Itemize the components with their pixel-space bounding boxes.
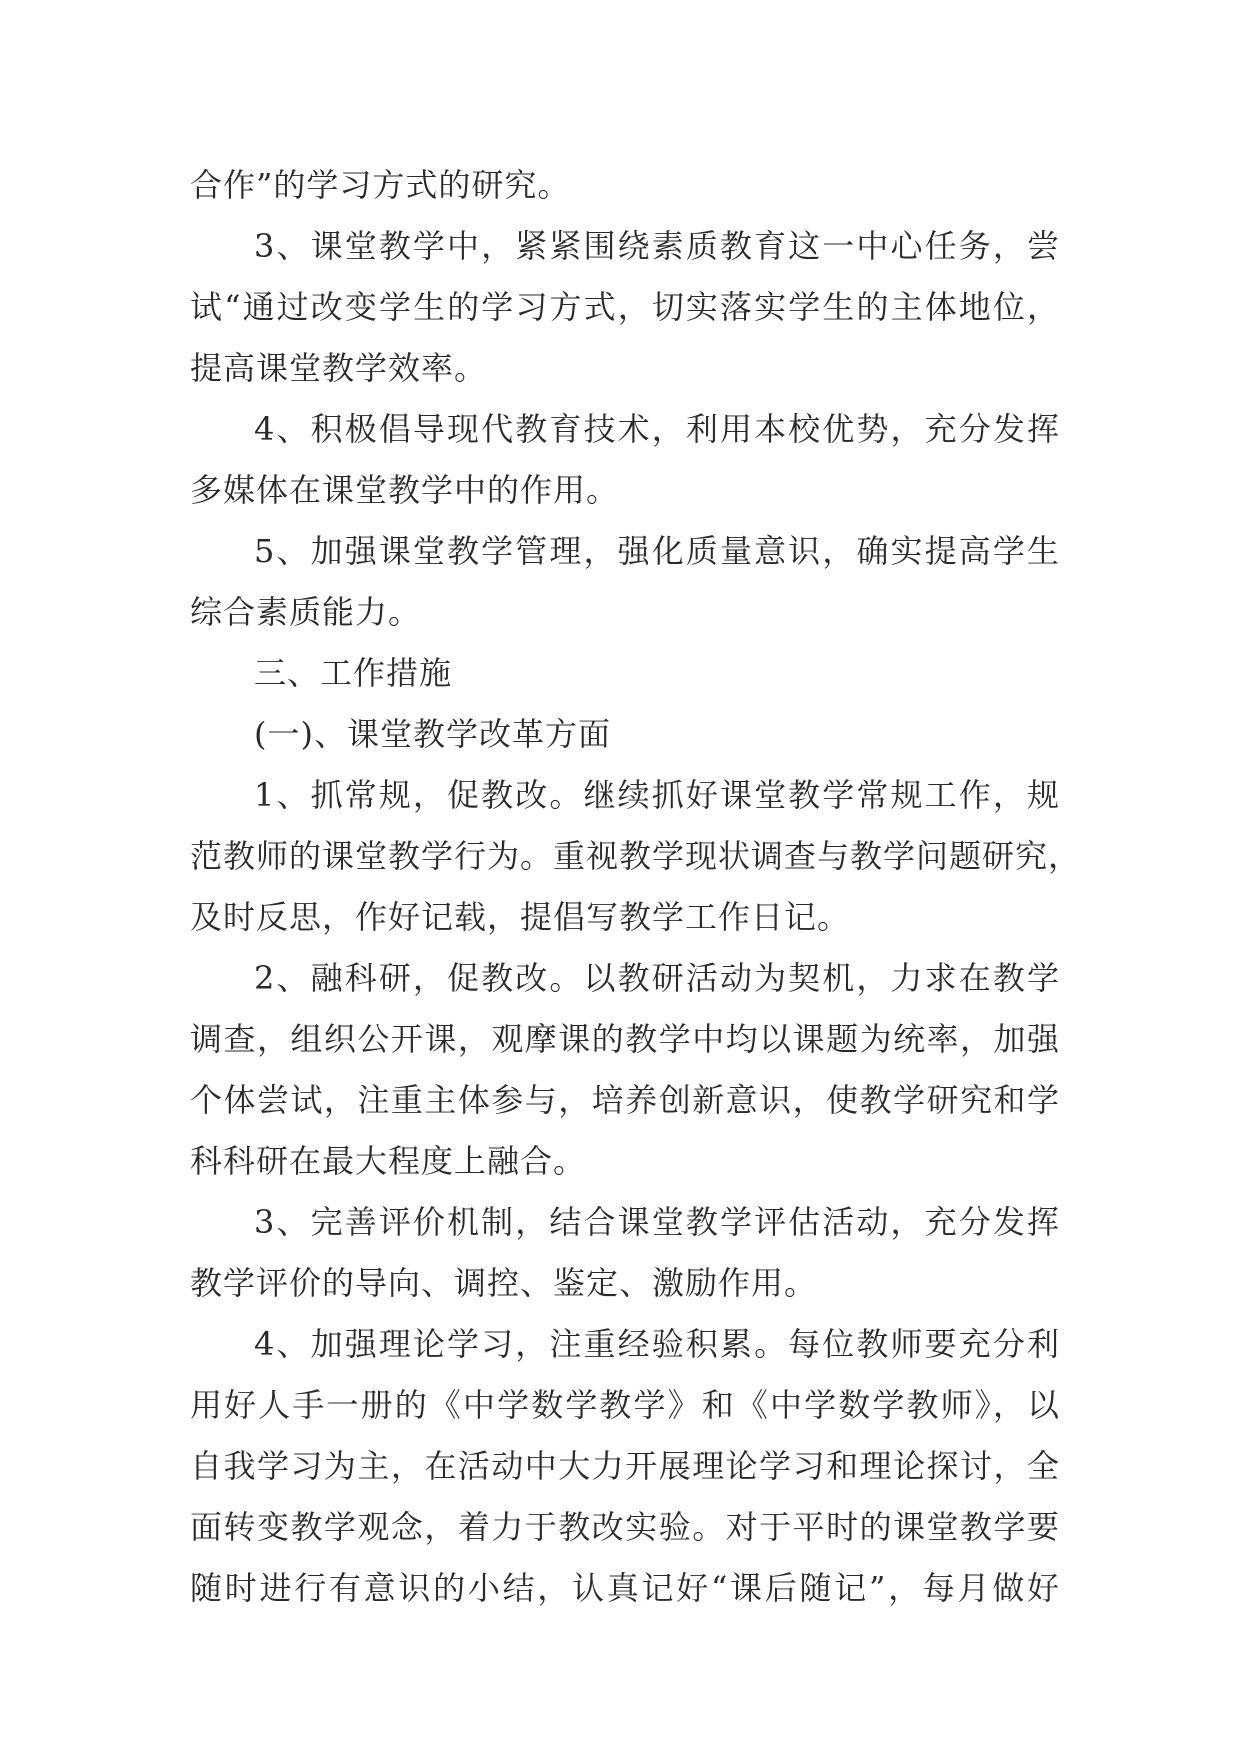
text-line: 综合素质能力。	[190, 593, 422, 631]
text-line: 用好人手一册的《中学数学教学》和《中学数学教师》，以	[190, 1386, 1060, 1424]
text-line: 4、加强理论学习，注重经验积累。每位教师要充分利	[254, 1325, 1060, 1363]
text-line: 自我学习为主，在活动中大力开展理论学习和理论探讨，全	[190, 1447, 1060, 1485]
text-line: 范教师的课堂教学行为。重视教学现状调查与教学问题研究，	[190, 837, 1082, 875]
text-line: 面转变教学观念，着力于教改实验。对于平时的课堂教学要	[190, 1508, 1060, 1546]
text-line: 5、加强课堂教学管理，强化质量意识，确实提高学生	[254, 532, 1060, 570]
text-line: 多媒体在课堂教学中的作用。	[190, 471, 620, 509]
text-line: 个体尝试，注重主体参与，培养创新意识，使教学研究和学	[190, 1081, 1060, 1119]
text-line: (一)、课堂教学改革方面	[254, 715, 611, 753]
text-line: 科科研在最大程度上融合。	[190, 1142, 587, 1180]
text-line: 4、积极倡导现代教育技术，利用本校优势，充分发挥	[254, 410, 1060, 448]
document-body	[190, 155, 1082, 1619]
text-line: 提高课堂教学效率。	[190, 349, 488, 387]
text-line: 3、课堂教学中，紧紧围绕素质教育这一中心任务，尝	[254, 227, 1060, 265]
text-line: 教学评价的导向、调控、鉴定、激励作用。	[190, 1264, 818, 1302]
text-line: 合作”的学习方式的研究。	[190, 166, 571, 204]
text-line: 1、抓常规，促教改。继续抓好课堂教学常规工作，规	[254, 776, 1060, 814]
text-line: 随时进行有意识的小结，认真记好“课后随记”，每月做好	[190, 1569, 1060, 1607]
text-line: 2、融科研，促教改。以教研活动为契机，力求在教学	[254, 959, 1060, 997]
text-line: 三、工作措施	[254, 654, 453, 692]
text-line: 试“通过改变学生的学习方式，切实落实学生的主体地位，	[190, 288, 1060, 326]
text-line: 3、完善评价机制，结合课堂教学评估活动，充分发挥	[254, 1203, 1060, 1241]
text-line: 及时反思，作好记载，提倡写教学工作日记。	[190, 898, 851, 936]
text-line: 调查，组织公开课，观摩课的教学中均以课题为统率，加强	[190, 1020, 1060, 1058]
